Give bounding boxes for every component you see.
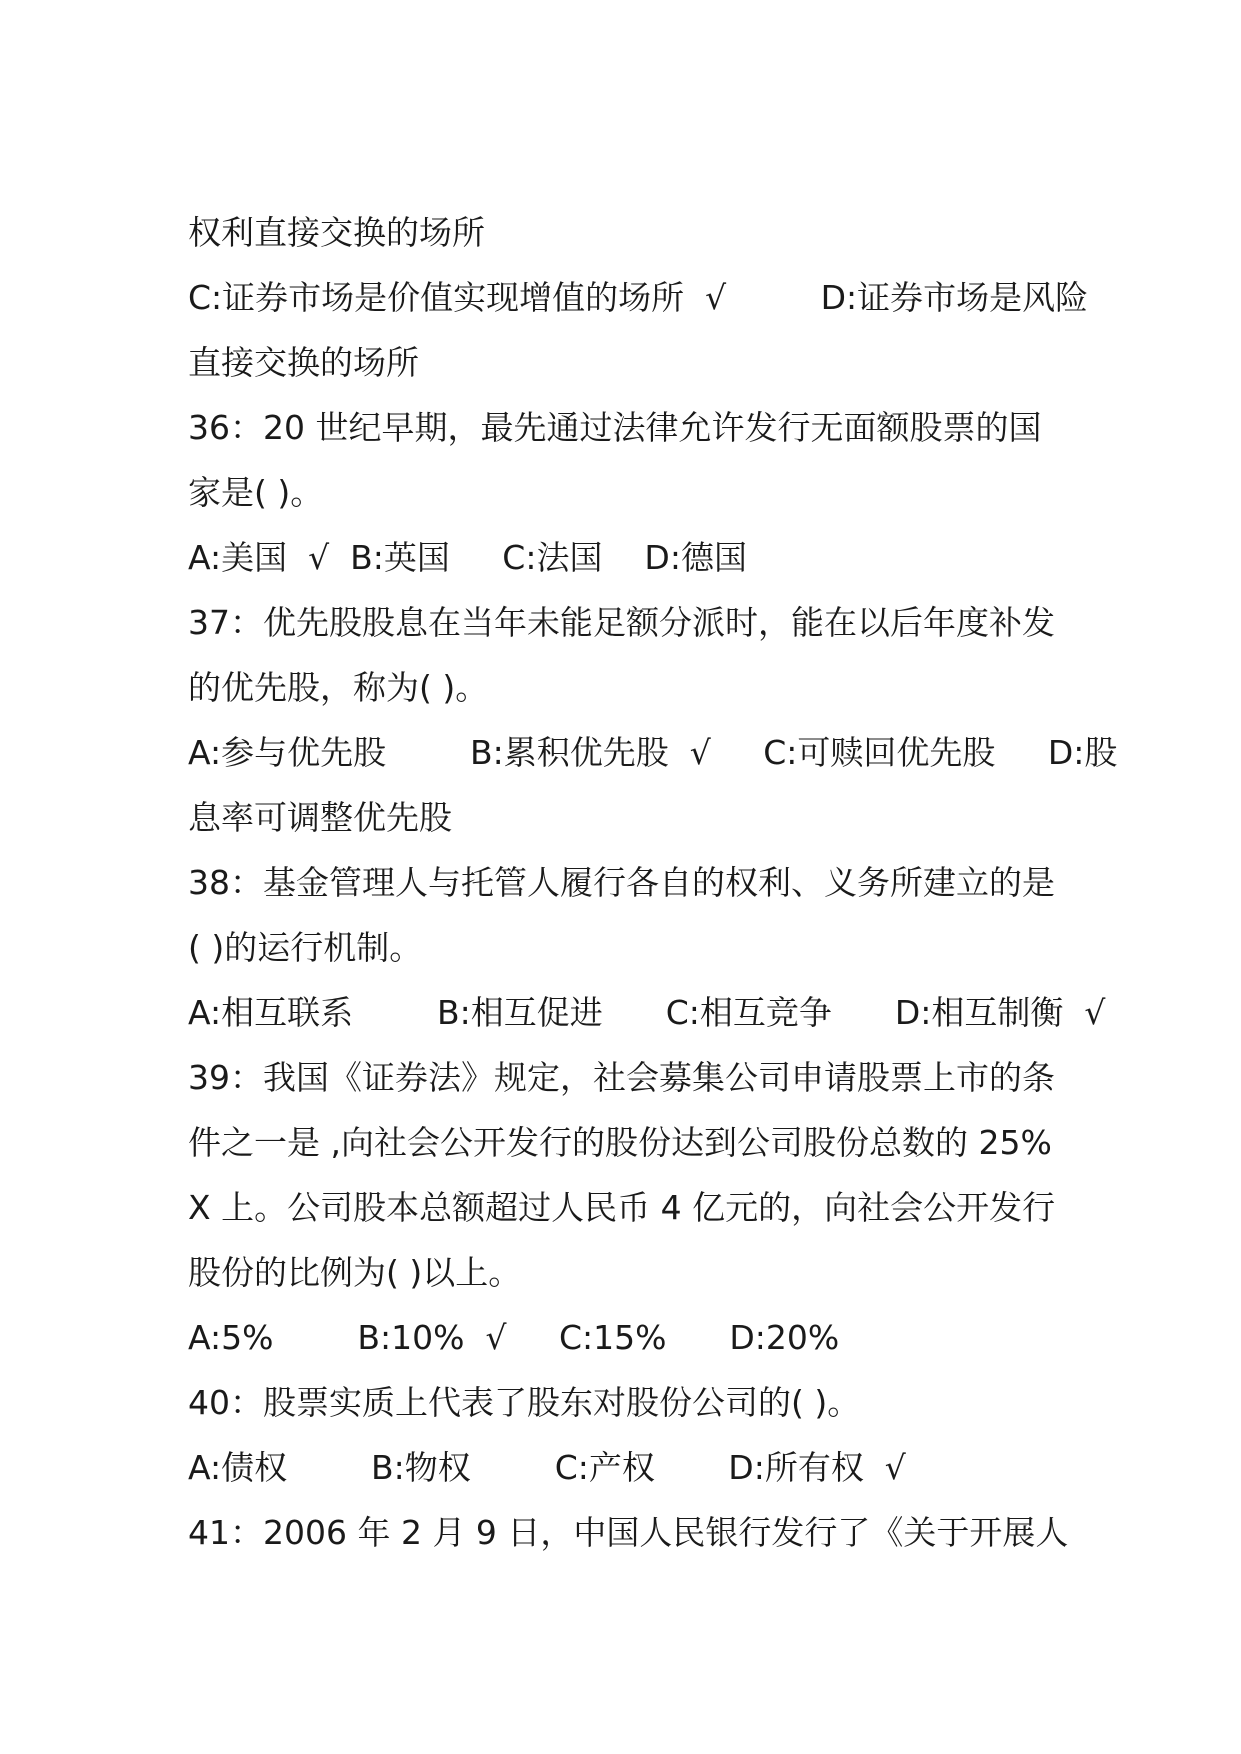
text-line: 直接交换的场所 <box>188 343 419 382</box>
question-37-line: 37：优先股股息在当年未能足额分派时，能在以后年度补发 <box>188 603 1055 642</box>
answer-options-37: A:参与优先股 B:累积优先股 √ C:可赎回优先股 D:股 <box>188 733 1118 772</box>
question-39-line: 39：我国《证券法》规定，社会募集公司申请股票上市的条 <box>188 1058 1055 1097</box>
answer-options-39: A:5% B:10% √ C:15% D:20% <box>188 1318 840 1357</box>
answer-options-40: A:债权 B:物权 C:产权 D:所有权 √ <box>188 1448 906 1487</box>
text-line: 权利直接交换的场所 <box>188 213 485 252</box>
text-line: C:证券市场是价值实现增值的场所 √ D:证券市场是风险 <box>188 278 1089 317</box>
answer-options-36: A:美国 √ B:英国 C:法国 D:德国 <box>188 538 747 577</box>
document-body <box>188 200 1118 1565</box>
text-line: 的优先股，称为( )。 <box>188 668 489 707</box>
question-36-line: 36：20 世纪早期，最先通过法律允许发行无面额股票的国 <box>188 408 1042 447</box>
text-line: 股份的比例为( )以上。 <box>188 1253 522 1292</box>
question-41-line: 41：2006 年 2 月 9 日，中国人民银行发行了《关于开展人 <box>188 1513 1069 1552</box>
text-line: 家是( )。 <box>188 473 324 512</box>
question-40-line: 40：股票实质上代表了股东对股份公司的( )。 <box>188 1383 861 1422</box>
text-line: 件之一是 ,向社会公开发行的股份达到公司股份总数的 25% <box>188 1123 1052 1162</box>
text-line: 息率可调整优先股 <box>188 798 452 837</box>
question-38-line: 38：基金管理人与托管人履行各自的权利、义务所建立的是 <box>188 863 1055 902</box>
answer-options-38: A:相互联系 B:相互促进 C:相互竞争 D:相互制衡 √ <box>188 993 1106 1032</box>
text-line: ( )的运行机制。 <box>188 928 423 967</box>
text-line: X 上。公司股本总额超过人民币 4 亿元的，向社会公开发行 <box>188 1188 1056 1227</box>
